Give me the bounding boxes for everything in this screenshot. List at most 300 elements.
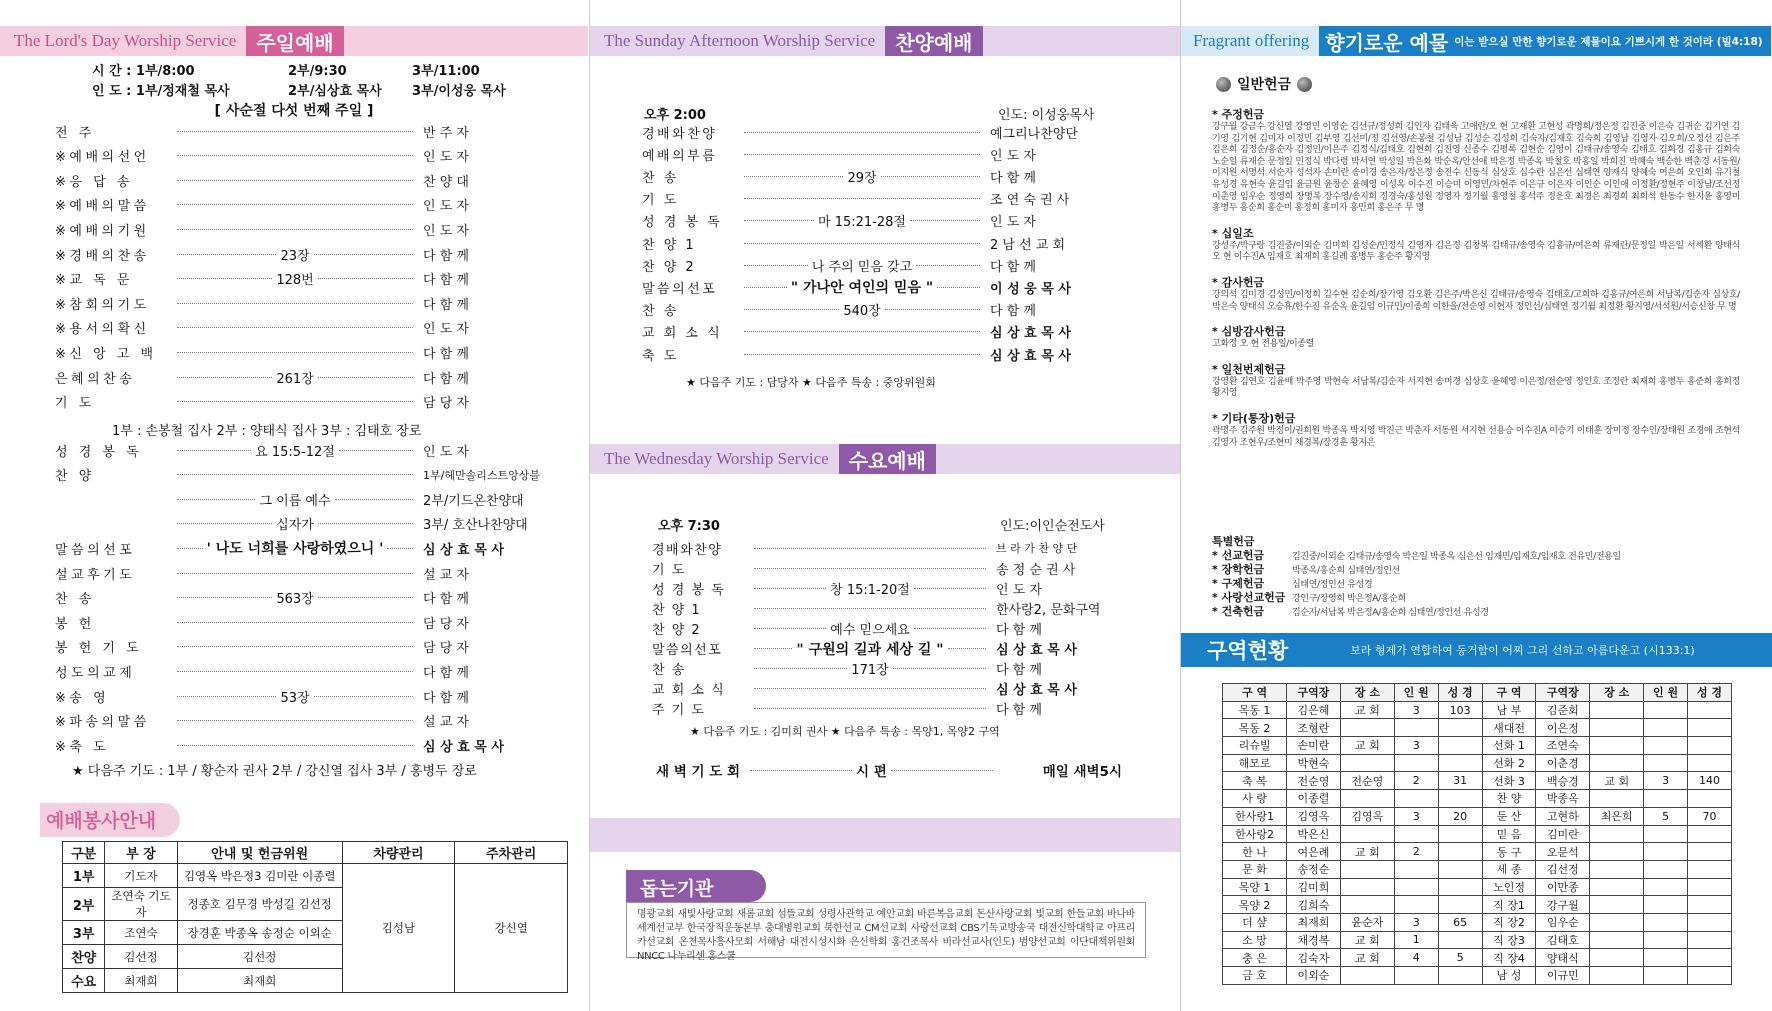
district-row bbox=[1223, 931, 1732, 949]
offering-header bbox=[1181, 26, 1772, 56]
district-cell bbox=[1438, 719, 1482, 737]
district-cell bbox=[1438, 967, 1482, 985]
district-row bbox=[1223, 772, 1732, 790]
district-cell: 3 bbox=[1394, 701, 1438, 719]
order-detail: 563장 bbox=[276, 592, 314, 608]
afternoon-leader: 인도: 이성웅목사 bbox=[998, 108, 1095, 123]
offering-names: 강의석 김미경 김성민/이정희 김수현 김순희/장기영 김오환 김은주/박은신 김태규/송영숙 김태호/고희하 김홍규/여은희 서남복/김순자 심상호/박은숙 양태식 오승휴/한수진 유순옥 윤길임 이규민/이종희 이한을/전순영 이현자 정인선/심태연 정기월 최정환 황지영/서석원/서승신창 무 명 bbox=[1212, 289, 1740, 312]
district-cell: 이종렬 bbox=[1287, 790, 1341, 808]
order-row bbox=[55, 465, 540, 485]
order-item: ※응 답 송 bbox=[55, 174, 133, 190]
district-cell bbox=[1688, 931, 1732, 949]
district-cell: 이규민 bbox=[1536, 967, 1590, 985]
service-time: 인 도 : 1부/정재철 목사 bbox=[92, 84, 230, 99]
district-cell bbox=[1644, 825, 1688, 843]
volunteer-cell: 2부 bbox=[63, 888, 105, 921]
order-leader: 인 도 자 bbox=[423, 199, 469, 215]
district-cell bbox=[1590, 843, 1644, 861]
district-cell: 선화 1 bbox=[1482, 737, 1536, 755]
district-cell: 2 bbox=[1394, 843, 1438, 861]
purple-band bbox=[590, 818, 1180, 852]
district-cell bbox=[1394, 967, 1438, 985]
special-offerings bbox=[1212, 547, 1740, 617]
order-item: 찬 송 bbox=[652, 663, 686, 679]
offering-names: 고화정 오 현 전용일/이종렬 bbox=[1212, 339, 1314, 350]
district-cell bbox=[1644, 967, 1688, 985]
offering-section bbox=[1212, 274, 1740, 313]
order-leader: 설 교 자 bbox=[423, 715, 469, 731]
district-cell bbox=[1394, 860, 1438, 878]
order-leader: 다 함 께 bbox=[996, 703, 1042, 719]
district-col-header: 구역장 bbox=[1536, 684, 1590, 702]
district-cell bbox=[1394, 754, 1438, 772]
district-cell: 김희숙 bbox=[1287, 896, 1341, 914]
order-leader: 심 상 효 목 사 bbox=[423, 739, 504, 755]
district-cell: 전순영 bbox=[1340, 772, 1394, 790]
order-item: 찬 송 bbox=[642, 304, 679, 320]
order-item: 찬 양 1 bbox=[652, 602, 702, 618]
district-cell: 박종옥 bbox=[1536, 790, 1590, 808]
district-cell: 목양 2 bbox=[1223, 896, 1287, 914]
order-leader: 다 함 께 bbox=[423, 690, 469, 706]
order-leader: 다 함 께 bbox=[423, 248, 469, 264]
service-time: 3부/11:00 bbox=[412, 64, 480, 79]
district-cell bbox=[1644, 719, 1688, 737]
district-row bbox=[1223, 825, 1732, 843]
district-cell bbox=[1590, 701, 1644, 719]
district-cell: 3 bbox=[1644, 772, 1688, 790]
offering-section-title: * 주정헌금 bbox=[1212, 108, 1265, 121]
district-cell: 이외순 bbox=[1287, 967, 1341, 985]
general-offering-label: 일반헌금 bbox=[1216, 74, 1312, 94]
order-row bbox=[55, 269, 533, 289]
order-detail: 53장 bbox=[280, 690, 310, 706]
order-item: 기 도 bbox=[55, 396, 95, 412]
order-row bbox=[652, 618, 1114, 638]
district-cell bbox=[1688, 790, 1732, 808]
district-cell bbox=[1644, 843, 1688, 861]
district-cell: 남 부 bbox=[1482, 701, 1536, 719]
order-item: 기 도 bbox=[642, 193, 679, 209]
district-cell bbox=[1644, 949, 1688, 967]
order-row bbox=[55, 661, 533, 681]
car-manager: 김성남 bbox=[342, 864, 455, 993]
lords-day-header bbox=[0, 26, 588, 56]
afternoon-title-ko: 찬양예배 bbox=[885, 26, 982, 56]
offering-title-en: Fragrant offering bbox=[1193, 31, 1310, 50]
district-cell: 최재희 bbox=[1287, 913, 1341, 931]
order-item: ※경배의찬송 bbox=[55, 248, 150, 264]
offering-sections bbox=[1212, 106, 1740, 459]
order-row bbox=[642, 233, 1112, 253]
order-row bbox=[642, 344, 1112, 364]
order-row bbox=[642, 189, 1112, 209]
order-detail: 171장 bbox=[851, 663, 889, 679]
order-row bbox=[642, 144, 1112, 164]
next-prayer: ★ 다음주 기도 : 1부 / 황순자 권사 2부 / 강신열 집사 3부 / 홍병두 장로 bbox=[72, 764, 477, 779]
district-cell: 3 bbox=[1394, 737, 1438, 755]
district-cell bbox=[1644, 913, 1688, 931]
order-item: 교 회 소 식 bbox=[642, 326, 723, 342]
district-cell bbox=[1688, 754, 1732, 772]
order-leader: 다 함 께 bbox=[423, 665, 469, 681]
volunteer-cell: 최재희 bbox=[105, 969, 177, 993]
column-divider bbox=[1180, 0, 1181, 1011]
order-item: ※송 영 bbox=[55, 690, 110, 706]
order-item: 경배와찬양 bbox=[652, 542, 723, 558]
order-row bbox=[55, 735, 533, 755]
afternoon-time: 오후 2:00 bbox=[644, 108, 706, 123]
order-leader: 다 함 께 bbox=[423, 346, 469, 362]
offering-section-title: * 십일조 bbox=[1212, 226, 1254, 240]
district-cell bbox=[1590, 825, 1644, 843]
volunteer-col-header: 구분 bbox=[63, 842, 105, 864]
order-leader: 다 함 께 bbox=[423, 273, 469, 289]
order-item: 찬 송 bbox=[642, 170, 679, 186]
bullet-icon bbox=[1297, 77, 1312, 92]
district-cell: 조연숙 bbox=[1536, 737, 1590, 755]
district-cell: 강구월 bbox=[1536, 896, 1590, 914]
order-leader: 이 성 웅 목 사 bbox=[990, 281, 1071, 297]
district-cell: 목동 1 bbox=[1223, 701, 1287, 719]
order-leader: 심 상 효 목 사 bbox=[996, 643, 1077, 658]
special-offering-title: 특별헌금 bbox=[1212, 535, 1255, 548]
order-item: 성 경 봉 독 bbox=[55, 444, 143, 460]
order-detail: 29장 bbox=[847, 170, 877, 186]
district-row bbox=[1223, 754, 1732, 772]
dawn-time: 매일 새벽5시 bbox=[1042, 764, 1122, 780]
special-offering-names: 강인구/장영희 박은정A/홍순희 bbox=[1292, 594, 1406, 604]
offering-section bbox=[1212, 410, 1740, 449]
order-row bbox=[55, 293, 533, 313]
district-cell bbox=[1394, 896, 1438, 914]
district-cell bbox=[1688, 967, 1732, 985]
order-row bbox=[55, 219, 533, 239]
offering-names: 강성주/박구랑 김진중/이외순 김미희 김성순/민정식 김영자 김은정 김창복 김태규/송영숙 김홍규/여은희 류재란/문정일 박은일 서세환 양태식 오 현 이수진A 임재호 최재희 홍길례 홍병두 홍순주 황지영 bbox=[1212, 240, 1740, 263]
district-cell bbox=[1688, 949, 1732, 967]
district-cell: 3 bbox=[1394, 807, 1438, 825]
order-leader: 다 함 께 bbox=[990, 304, 1036, 320]
order-item: 성 경 봉 독 bbox=[642, 215, 723, 231]
district-cell: 교 회 bbox=[1340, 737, 1394, 755]
special-offering-row bbox=[1212, 603, 1740, 617]
district-cell: 박은신 bbox=[1287, 825, 1341, 843]
volunteer-cell: 정종호 김무경 박성길 김선정 bbox=[177, 888, 342, 921]
volunteer-cell: 김영옥 박은정3 김미란 이종렬 bbox=[177, 864, 342, 888]
order-item: 찬 양 2 bbox=[652, 622, 702, 638]
order-item: 은혜의찬송 bbox=[55, 371, 136, 387]
district-cell: 70 bbox=[1688, 807, 1732, 825]
order-row bbox=[642, 255, 1112, 275]
afternoon-title-en: The Sunday Afternoon Worship Service bbox=[604, 31, 876, 50]
help-title: 돕는기관 bbox=[640, 878, 714, 900]
volunteer-col-header: 안내 및 헌금위원 bbox=[177, 842, 342, 864]
help-box bbox=[626, 902, 1146, 962]
order-leader: 송 정 순 권 사 bbox=[996, 562, 1076, 578]
order-leader: 인 도 자 bbox=[996, 582, 1042, 598]
district-cell bbox=[1340, 719, 1394, 737]
district-cell: 금 호 bbox=[1223, 967, 1287, 985]
lords-day-title-en: The Lord's Day Worship Service bbox=[14, 31, 237, 50]
order-leader: 3부/ 호산나찬양대 bbox=[423, 518, 528, 534]
prayer-line: 1부 : 손봉철 집사 2부 : 양태식 집사 3부 : 김태호 장로 bbox=[112, 424, 422, 439]
volunteer-cell: 수요 bbox=[63, 969, 105, 993]
order-detail: 나 주의 믿음 갖고 bbox=[811, 259, 913, 275]
district-cell bbox=[1590, 737, 1644, 755]
order-row bbox=[652, 578, 1114, 598]
district-cell: 리슈빌 bbox=[1223, 737, 1287, 755]
district-cell: 남 성 bbox=[1482, 967, 1536, 985]
district-cell bbox=[1688, 860, 1732, 878]
district-cell bbox=[1590, 913, 1644, 931]
district-cell: 103 bbox=[1438, 701, 1482, 719]
special-offering-title: * 장학헌금 bbox=[1212, 563, 1265, 576]
district-verse: 보라 형제가 연합하여 동거함이 어찌 그리 선하고 아름다운고 (시133:1) bbox=[1350, 644, 1695, 657]
bullet-icon bbox=[1216, 77, 1231, 92]
district-cell: 직 장2 bbox=[1482, 913, 1536, 931]
order-leader: 담 당 자 bbox=[423, 396, 469, 412]
dawn-label: 새 벽 기 도 회 bbox=[656, 764, 741, 780]
order-row bbox=[652, 699, 1114, 719]
order-leader: 설 교 자 bbox=[423, 567, 469, 583]
district-cell: 목동 2 bbox=[1223, 719, 1287, 737]
order-detail: 261장 bbox=[276, 371, 314, 387]
offering-section-title: * 일천번제헌금 bbox=[1212, 362, 1286, 376]
district-cell bbox=[1688, 719, 1732, 737]
order-item: 봉 헌 기 도 bbox=[55, 641, 143, 657]
order-item: ※참회의기도 bbox=[55, 297, 150, 313]
district-row bbox=[1223, 843, 1732, 861]
district-cell: 20 bbox=[1438, 807, 1482, 825]
district-row bbox=[1223, 878, 1732, 896]
order-leader: 예그리나찬양단 bbox=[990, 126, 1078, 142]
special-offering-title: * 사랑선교헌금 bbox=[1212, 591, 1286, 604]
volunteer-cell: 1부 bbox=[63, 864, 105, 888]
order-item: 봉 헌 bbox=[55, 616, 95, 632]
offering-section bbox=[1212, 106, 1740, 215]
district-cell: 이은정 bbox=[1536, 719, 1590, 737]
district-cell bbox=[1644, 754, 1688, 772]
district-cell: 한사랑1 bbox=[1223, 807, 1287, 825]
order-item: 말씀의선포 bbox=[55, 542, 136, 558]
order-row bbox=[55, 342, 533, 362]
district-row bbox=[1223, 967, 1732, 985]
district-cell: 조형란 bbox=[1287, 719, 1341, 737]
district-cell: 전순영 bbox=[1287, 772, 1341, 790]
order-leader: 2부/기드온찬양대 bbox=[423, 493, 524, 509]
special-offering-title: * 구제헌금 bbox=[1212, 577, 1265, 590]
order-leader: 인 도 자 bbox=[423, 223, 469, 239]
order-item: 축 도 bbox=[642, 348, 679, 364]
order-row bbox=[642, 300, 1112, 320]
order-item: 말씀의선포 bbox=[652, 643, 723, 658]
special-offering-title: * 건축헌금 bbox=[1212, 605, 1265, 618]
order-detail: 예수 믿으세요 bbox=[830, 622, 910, 638]
district-cell: 축 복 bbox=[1223, 772, 1287, 790]
district-cell bbox=[1644, 737, 1688, 755]
parking-manager: 강신열 bbox=[455, 864, 568, 993]
district-cell bbox=[1688, 737, 1732, 755]
district-cell: 목양 1 bbox=[1223, 878, 1287, 896]
district-cell bbox=[1644, 790, 1688, 808]
district-col-header: 장 소 bbox=[1590, 684, 1644, 702]
district-cell bbox=[1688, 878, 1732, 896]
district-cell bbox=[1340, 860, 1394, 878]
district-col-header: 구 역 bbox=[1223, 684, 1287, 702]
special-offering-row bbox=[1212, 547, 1740, 561]
order-detail: " 가나안 여인의 믿음 " bbox=[790, 280, 934, 297]
district-cell: 백승경 bbox=[1536, 772, 1590, 790]
district-cell: 김미희 bbox=[1287, 878, 1341, 896]
district-cell bbox=[1590, 878, 1644, 896]
order-row bbox=[55, 588, 533, 608]
district-table bbox=[1222, 683, 1732, 985]
order-leader: 다 함 께 bbox=[423, 371, 469, 387]
district-col-header: 성 경 bbox=[1688, 684, 1732, 702]
service-time: 2부/9:30 bbox=[288, 64, 347, 79]
volunteer-cell: 조연숙 bbox=[105, 921, 177, 945]
order-row bbox=[652, 598, 1114, 618]
order-leader: 심 상 효 목 사 bbox=[990, 326, 1071, 342]
district-cell: 박현숙 bbox=[1287, 754, 1341, 772]
order-row bbox=[55, 563, 533, 583]
district-cell: 세 종 bbox=[1482, 860, 1536, 878]
order-row bbox=[55, 440, 533, 460]
district-cell bbox=[1688, 825, 1732, 843]
wednesday-next: ★ 다음주 기도 : 김미희 권사 ★ 다음주 특송 : 목양1, 목양2 구역 bbox=[690, 725, 1000, 738]
order-item: ※예배의기원 bbox=[55, 223, 150, 239]
special-offering-title: * 선교헌금 bbox=[1212, 549, 1265, 562]
order-item: 교 회 소 식 bbox=[652, 683, 726, 699]
order-row bbox=[642, 166, 1112, 186]
order-row bbox=[55, 367, 533, 387]
district-row bbox=[1223, 949, 1732, 967]
wednesday-title-en: The Wednesday Worship Service bbox=[604, 449, 829, 468]
order-row bbox=[55, 318, 533, 338]
district-col-header: 구역장 bbox=[1287, 684, 1341, 702]
order-row bbox=[652, 639, 1114, 659]
district-cell: 이만종 bbox=[1536, 878, 1590, 896]
order-row bbox=[652, 659, 1114, 679]
order-item: 경배와찬양 bbox=[642, 126, 718, 142]
district-cell bbox=[1590, 754, 1644, 772]
district-cell bbox=[1590, 860, 1644, 878]
order-leader: 인 도 자 bbox=[423, 150, 469, 166]
order-row bbox=[55, 244, 533, 264]
order-row bbox=[55, 514, 533, 534]
order-leader: 다 함 께 bbox=[423, 592, 469, 608]
district-cell bbox=[1590, 719, 1644, 737]
district-cell: 한 나 bbox=[1223, 843, 1287, 861]
order-item: ※예배의선언 bbox=[55, 150, 150, 166]
district-cell bbox=[1644, 701, 1688, 719]
order-item: 주 기 도 bbox=[652, 703, 706, 719]
dawn-book: 시 편 bbox=[855, 764, 887, 780]
order-leader: 인 도 자 bbox=[990, 148, 1036, 164]
district-cell: 김영옥 bbox=[1287, 807, 1341, 825]
district-cell: 김선정 bbox=[1536, 860, 1590, 878]
district-cell: 문 화 bbox=[1223, 860, 1287, 878]
order-row bbox=[652, 538, 1114, 558]
district-cell bbox=[1340, 878, 1394, 896]
district-cell: 직 장4 bbox=[1482, 949, 1536, 967]
order-leader: 심 상 효 목 사 bbox=[996, 683, 1077, 699]
district-row bbox=[1223, 790, 1732, 808]
district-cell bbox=[1340, 825, 1394, 843]
volunteer-cell: 김선정 bbox=[105, 945, 177, 969]
district-cell: 둔 산 bbox=[1482, 807, 1536, 825]
district-cell bbox=[1438, 754, 1482, 772]
volunteer-cell: 찬양 bbox=[63, 945, 105, 969]
district-cell: 고현하 bbox=[1536, 807, 1590, 825]
wednesday-title-ko: 수요예배 bbox=[839, 444, 936, 474]
order-row bbox=[642, 122, 1112, 142]
district-cell: 교 회 bbox=[1340, 931, 1394, 949]
district-cell: 김미란 bbox=[1536, 825, 1590, 843]
season-label: [ 사순절 다섯 번째 주일 ] bbox=[214, 103, 374, 119]
order-leader: 다 함 께 bbox=[996, 622, 1042, 638]
district-cell bbox=[1340, 896, 1394, 914]
district-cell: 한사랑2 bbox=[1223, 825, 1287, 843]
order-leader: 2 남 선 교 회 bbox=[990, 237, 1066, 253]
special-offering-names: 김진중/이외순 김태규/송영숙 박은일 박종옥 심은선 임재민/임재호/임재호 전유민/전용일 bbox=[1292, 552, 1621, 562]
district-cell bbox=[1394, 878, 1438, 896]
help-text: 명광교회 새빛사랑교회 새롬교회 섬뜰교회 성령사관학교 예안교회 바른복음교회 돈산사랑교회 빛교회 한들교회 바나바 세계선교부 한국장직운동본부 충대병원교회 북한선교 CM선교회 사랑선교회 CBS기독교방송국 대전신학대학교 아프리카선교회 온천목사흥사모회 서해남 대전시성시화 은신학회 홍건조목사 비라선교사(인도) 범양선교회 이단대책위원회 NNCC 나누리센 홍스쿨 bbox=[637, 909, 1135, 962]
order-leader: 인 도 자 bbox=[423, 444, 469, 460]
district-cell bbox=[1394, 825, 1438, 843]
volunteer-col-header: 차량관리 bbox=[342, 842, 455, 864]
district-cell: 3 bbox=[1394, 913, 1438, 931]
order-item: 예배의부름 bbox=[642, 148, 718, 164]
district-title: 구역현황 bbox=[1207, 639, 1289, 663]
order-item: ※예배의말씀 bbox=[55, 199, 150, 215]
order-item: ※축 도 bbox=[55, 739, 110, 755]
special-offering-names: 박종옥/홍순희 심태연/정인선 bbox=[1292, 566, 1401, 576]
volunteer-cell: 3부 bbox=[63, 921, 105, 945]
order-item: 설교후기도 bbox=[55, 567, 136, 583]
order-leader: 인 도 자 bbox=[990, 215, 1036, 231]
district-cell: 5 bbox=[1644, 807, 1688, 825]
district-cell: 김태호 bbox=[1536, 931, 1590, 949]
district-cell: 양태식 bbox=[1536, 949, 1590, 967]
district-cell bbox=[1438, 878, 1482, 896]
district-cell bbox=[1688, 896, 1732, 914]
volunteer-cell: 기도자 bbox=[105, 864, 177, 888]
offering-section bbox=[1212, 323, 1740, 351]
order-item: 성도의교제 bbox=[55, 665, 136, 681]
district-cell bbox=[1438, 843, 1482, 861]
district-cell: 김은혜 bbox=[1287, 701, 1341, 719]
district-cell bbox=[1340, 754, 1394, 772]
order-row bbox=[652, 679, 1114, 699]
district-cell: 2 bbox=[1394, 772, 1438, 790]
district-cell bbox=[1438, 737, 1482, 755]
district-cell: 직 장3 bbox=[1482, 931, 1536, 949]
afternoon-next: ★ 다음주 기도 : 담당자 ★ 다음주 특송 : 중앙위원회 bbox=[686, 376, 936, 389]
order-detail: ' 나도 너희를 사랑하였으니 ' bbox=[206, 541, 384, 558]
order-detail: 십자가 bbox=[276, 518, 314, 534]
order-leader: 반 주 자 bbox=[423, 125, 469, 141]
offering-title-ko: 향기로운 예물 bbox=[1319, 26, 1454, 56]
order-item: ※파송의말씀 bbox=[55, 715, 150, 731]
order-leader: 심 상 효 목 사 bbox=[990, 348, 1071, 364]
district-cell: 소 망 bbox=[1223, 931, 1287, 949]
special-offering-names: 심태연/정인선 유성경 bbox=[1292, 580, 1373, 590]
district-cell: 선화 3 bbox=[1482, 772, 1536, 790]
order-leader: 다 함 께 bbox=[996, 663, 1042, 679]
order-row bbox=[642, 322, 1112, 342]
district-cell bbox=[1340, 790, 1394, 808]
